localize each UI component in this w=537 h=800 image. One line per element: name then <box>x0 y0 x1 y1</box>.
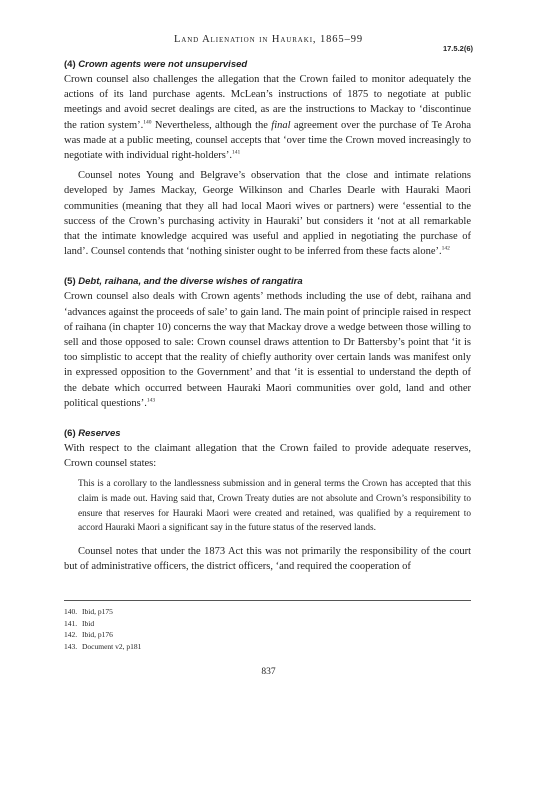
footnote <box>64 629 471 641</box>
paragraph <box>64 289 471 411</box>
footnote-number: 142. <box>64 630 78 639</box>
footnotes <box>64 606 471 652</box>
footnote-text: Ibid, p175 <box>82 607 113 616</box>
footnote-ref: 141 <box>231 149 241 156</box>
section-heading <box>64 58 471 72</box>
footnote <box>64 641 471 653</box>
footnote-number: 143. <box>64 641 78 651</box>
paragraph-text: Crown counsel also deals with Crown agents’ methods including the use of debt, raihana and ‘advances against the proceeds of sale’ to gain land. The main point of principle raised in respect of raihana (in chapter 10) concerns the way that Mackay drove a wedge between those willing to sell and those opposed to sale: Crown counsel draws attention to Dr Battersby’s point that ‘it is too simplistic to accept that the reality of chiefly authority over certain lands was manifest only in expressed opposition to the Government’ and that ‘it is essential to understand the depth of the debate which occurred between Hauraki Maori communities over gold, land and other political questions’. <box>64 291 471 409</box>
heading-number: (4) <box>64 59 76 70</box>
heading-number: (5) <box>64 276 76 288</box>
section-heading <box>64 427 471 441</box>
running-header: Land Alienation in Hauraki, 1865–99 <box>173 34 364 45</box>
footnote-number: 140. <box>64 607 78 616</box>
section-5 <box>64 275 471 411</box>
block-quote: This is a corollary to the landlessness submission and in general terms the Crown has accepted that this claim is made out. Having said that, Crown Treaty duties are not absolute and Crown’s responsibility to ensure that reserves for Hauraki Maori were created and retained, was qualified by a requirement to accord Hauraki Maori a significant say in the future status of the reserved lands. <box>78 479 471 534</box>
paragraph-text: agreement over the purchase of Te Aroha was made at a public meeting, counsel accepts that ‘over time the Crown moved increasingly to negotiate with individual right-holders’. <box>64 119 471 162</box>
heading-title: Reserves <box>78 428 121 440</box>
section-6 <box>64 427 471 574</box>
footnote <box>64 606 471 618</box>
footnote-ref: 140 <box>143 119 152 126</box>
footnote-divider <box>64 600 471 601</box>
section-heading <box>64 275 471 289</box>
page-number: 837 <box>261 667 276 677</box>
footnote-text: Document v2, p181 <box>82 641 142 651</box>
section-4 <box>64 58 471 259</box>
main-content <box>64 58 471 590</box>
paragraph <box>64 72 471 163</box>
paragraph: Counsel notes that under the 1873 Act this was not primarily the responsibility of the court but of administrative officers, the district officers, ‘and required the cooperation of <box>64 545 471 573</box>
heading-title: Debt, raihana, and the diverse wishes of rangatira <box>78 276 303 288</box>
footnote <box>64 618 471 630</box>
footnote-ref: 142 <box>441 245 450 252</box>
footnote-text: Ibid <box>82 618 95 628</box>
heading-number: (6) <box>64 428 76 440</box>
paragraph-text: Crown counsel also challenges the allegation that the Crown failed to monitor adequately the actions of its land purchase agents. McLean’s instructions of 1875 to negotiate at public meetings and avoid secret dealings are cited, as are the instructions to Mackay to ‘discontinue the ration system’. <box>64 74 471 131</box>
paragraph-text: Nevertheless, although the <box>151 119 272 131</box>
footnote-number: 141. <box>64 618 78 628</box>
heading-title: Crown agents were not unsupervised <box>78 59 248 70</box>
footnote-text: Ibid, p176 <box>82 630 113 639</box>
footnote-ref: 143 <box>146 397 156 404</box>
paragraph <box>64 168 471 259</box>
section-reference: 17.5.2(6) <box>442 44 473 53</box>
paragraph: With respect to the claimant allegation that the Crown failed to provide adequate reserves, Crown counsel states: <box>64 443 471 470</box>
paragraph-text: Counsel notes Young and Belgrave’s observation that the close and intimate relations developed by James Mackay, George Wilkinson and Charles Dearle with Hauraki Maori communities (meaning that they all had local Maori wives or partners) were ‘essential to the success of the Crown’s purchasing activity in Hauraki’ but considers it ‘not at all remarkable that the intimate knowledge acquired was useful and applied in negotiating the purchase of land’. Counsel contends that ‘nothing sinister ought to be inferred from these facts alone’. <box>64 170 471 258</box>
emphasis-text: final <box>271 119 291 131</box>
